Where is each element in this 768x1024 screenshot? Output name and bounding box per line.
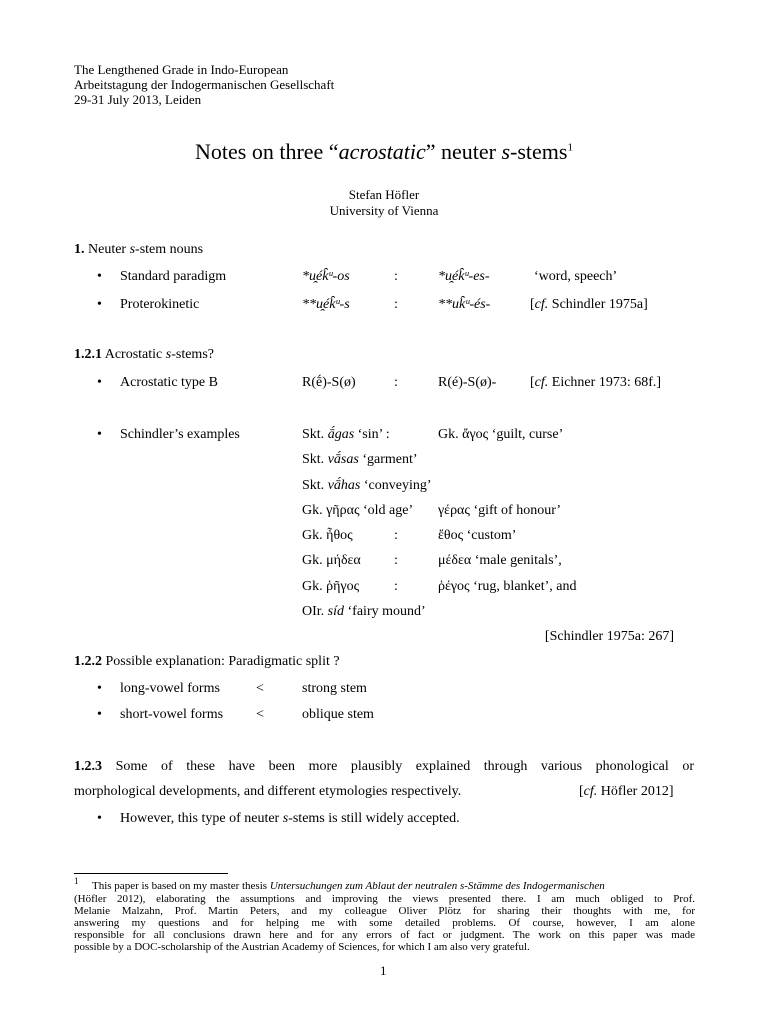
bullet [97, 707, 102, 723]
page-title: Notes on three “acrostatic” neuter s-stems$^1$ [195, 139, 573, 164]
footnote-divider [74, 873, 228, 874]
header-line-3: 29-31 July 2013, Leiden [74, 92, 202, 107]
header-line-2: Arbeitstagung der Indogermanischen Gesellschaft [74, 77, 335, 92]
conference-header [74, 62, 334, 107]
examples-label: Schindler’s examples [120, 427, 240, 442]
section-1-2-2-heading: 1.2.2 Possible explanation: Paradigmatic split ? [74, 654, 340, 669]
header-line-1: The Lengthened Grade in Indo-European [74, 62, 289, 77]
bullet [97, 427, 102, 443]
citation: [cf. Schindler 1975a] [530, 297, 648, 312]
title-footnote-mark: 1 [567, 141, 573, 154]
bullet [97, 269, 102, 285]
citation: [cf. Eichner 1973: 68f.] [530, 375, 662, 390]
footnote-mark: 1 [74, 876, 79, 886]
section-1-2-3-bullet: However, this type of neuter s-stems is still widely accepted. [120, 811, 460, 826]
author-name: Stefan Höfler [348, 187, 420, 202]
bullet [97, 811, 102, 827]
section-1-heading: 1. Neuter s-stem nouns [74, 242, 204, 257]
bullet [97, 375, 102, 391]
footnote-text: This paper is based on my master thesis Untersuchungen zum Ablaut der neutralen s-Stämme des Indogermanischen [92, 880, 605, 892]
section-1-2-3-paragraph: 1.2.3 Some of these have been more plausibly explained through various phonological or [74, 759, 694, 774]
bullet [97, 297, 102, 313]
section-1-2-1-heading: 1.2.1 Acrostatic s-stems? [74, 347, 214, 362]
page-number: 1 [380, 963, 387, 978]
bullet [97, 681, 102, 697]
schindler-citation: [Schindler 1975a: 267] [544, 629, 674, 644]
footnote-body: (Höfler 2012), elaborating the assumptions and improving the views presented there. I am much obliged to Prof. Melanie Malzahn, Prof. Martin Peters, and my colleague Oliver Plötz for sharing their thoughts with me, for answering my questions and for helping me with some detailed problems. Of course, however, I am alone responsible for all conclusions drawn here and for any errors of fact or judgment. The work on this paper was made possible by a DOC-scholarship of the Austrian Academy of Sciences, for which I am also very grateful. [74, 893, 695, 953]
hofler-citation: [cf. Höfler 2012] [579, 784, 674, 799]
section-1-2-3-line-2: morphological developments, and different etymologies respectively. [74, 784, 462, 799]
author-affiliation: University of Vienna [329, 203, 439, 218]
